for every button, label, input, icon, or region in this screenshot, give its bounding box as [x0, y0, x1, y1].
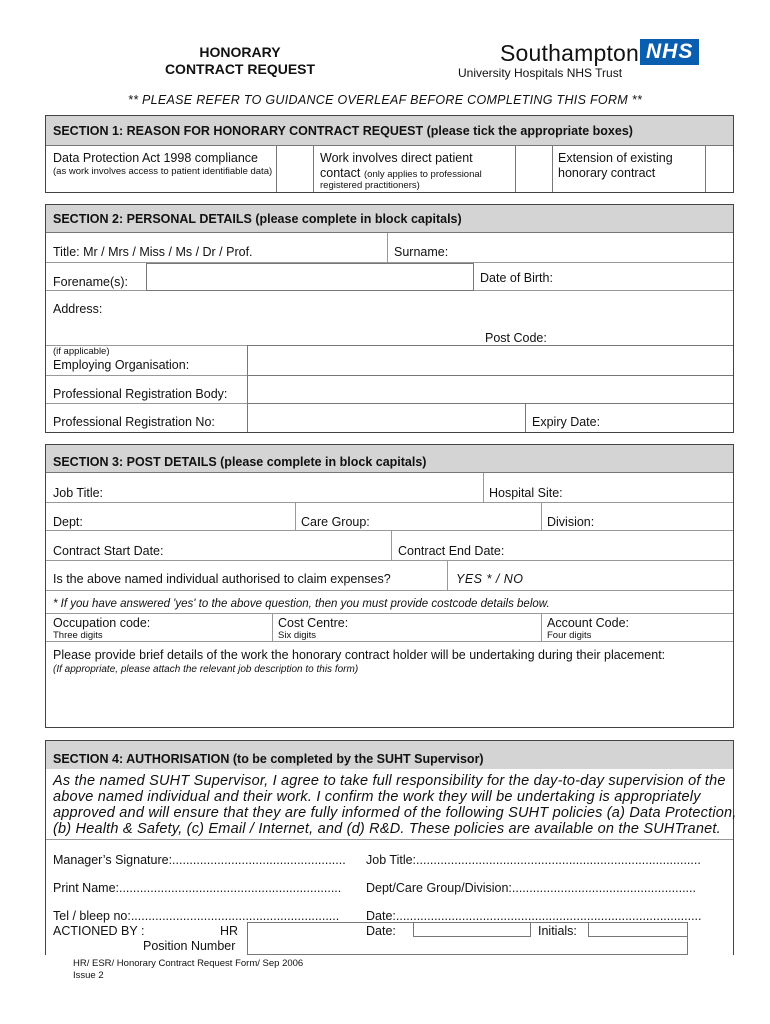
account-label: Account Code: — [547, 616, 629, 630]
opt3-checkbox[interactable] — [705, 146, 733, 192]
opt2-label2: contact — [320, 166, 361, 180]
logo-name: Southampton — [500, 40, 640, 66]
opt2-note: (only applies to professional — [364, 169, 482, 180]
brief-label: Please provide brief details of the work the honorary contract holder will be undertaking during their placement: — [53, 648, 666, 662]
form-title-line1: HONORARY — [199, 44, 281, 60]
footer — [73, 958, 303, 982]
guidance-notice: ** PLEASE REFER TO GUIDANCE OVERLEAF BEFORE COMPLETING THIS FORM ** — [127, 93, 643, 107]
divider — [295, 503, 296, 531]
occupation-label: Occupation code: — [53, 616, 151, 630]
divider — [483, 473, 484, 503]
nhs-badge: NHS — [640, 39, 699, 65]
section-2-heading: SECTION 2: PERSONAL DETAILS (please complete in block capitals) — [46, 205, 733, 233]
divider — [447, 561, 448, 591]
auth-line-3: approved and will ensure that they are fully informed of the following SUHT policies (a) Data Protection, — [53, 805, 737, 821]
auth-line-2: above named individual and their work. I confirm the work they will be undertaking is appropriately — [53, 789, 701, 805]
opt1-checkbox[interactable] — [276, 146, 314, 192]
divider — [541, 503, 542, 531]
account-note: Four digits — [547, 630, 592, 641]
expenses-label: Is the above named individual authorised to claim expenses? — [53, 572, 391, 586]
costcode-note: * If you have answered 'yes' to the above question, then you must provide costcode details below. — [53, 598, 550, 610]
end-date-label: Contract End Date: — [398, 544, 505, 558]
reg-no-label: Professional Registration No: — [53, 415, 215, 429]
opt2-label: Work involves direct patient — [320, 151, 473, 165]
employing-input[interactable] — [247, 345, 733, 376]
job-title-row — [46, 473, 733, 503]
opt1-label: Data Protection Act 1998 compliance — [53, 151, 258, 165]
section-4-heading: SECTION 4: AUTHORISATION (to be completed by the SUHT Supervisor) — [46, 741, 733, 769]
statement-divider — [46, 839, 733, 840]
section-3-heading: SECTION 3: POST DETAILS (please complete in block capitals) — [46, 445, 733, 473]
division-label: Division: — [547, 515, 595, 529]
reg-body-label: Professional Registration Body: — [53, 387, 228, 401]
forename-input[interactable] — [146, 263, 474, 291]
dept-group-field[interactable]: Dept/Care Group/Division:..................................................... — [366, 881, 696, 895]
opt3-label2: honorary contract — [558, 166, 656, 180]
authorisation-statement — [53, 773, 737, 837]
position-number-label: Position Number — [143, 939, 236, 953]
divider — [272, 613, 273, 642]
occupation-note: Three digits — [53, 630, 103, 641]
brief-note: (If appropriate, please attach the relevant job description to this form) — [53, 664, 359, 675]
if-applicable-note: (if applicable) — [53, 346, 110, 357]
nhs-logo — [456, 38, 706, 82]
footer-line1: HR/ ESR/ Honorary Contract Request Form/ Sep 2006 — [73, 958, 304, 969]
opt2-note2: registered practitioners) — [320, 180, 420, 191]
divider — [541, 613, 542, 642]
brief-details-input[interactable] — [46, 677, 732, 725]
actioned-by-label: ACTIONED BY : — [53, 924, 145, 938]
postcode-label: Post Code: — [485, 331, 547, 345]
opt3-label: Extension of existing — [558, 151, 673, 165]
form-title-line2: CONTRACT REQUEST — [164, 61, 316, 77]
logo-trust: University Hospitals NHS Trust — [458, 66, 623, 80]
cost-centre-note: Six digits — [278, 630, 317, 641]
auth-line-1: As the named SUHT Supervisor, I agree to take full responsibility for the day-to-day supervision of the — [53, 773, 726, 789]
job-title-field[interactable]: Job Title:.................................................................................. — [366, 853, 701, 867]
opt2-checkbox[interactable] — [515, 146, 553, 192]
expiry-label: Expiry Date: — [532, 415, 601, 429]
care-group-label: Care Group: — [301, 515, 370, 529]
section-2 — [45, 204, 734, 433]
form-title — [140, 44, 340, 78]
dob-label: Date of Birth: — [480, 271, 553, 285]
dept-label: Dept: — [53, 515, 83, 529]
section-3 — [45, 444, 734, 728]
surname-label: Surname: — [394, 245, 449, 259]
expenses-value[interactable]: YES * / NO — [456, 572, 524, 586]
initials-input[interactable] — [588, 922, 688, 937]
tel-field[interactable]: Tel / bleep no:............................................................ — [53, 909, 340, 923]
dept-row — [46, 503, 733, 531]
hospital-site-label: Hospital Site: — [489, 486, 563, 500]
auth-line-4: (b) Health & Safety, (c) Email / Internet, and (d) R&D. These policies are available on the SUHTranet. — [53, 821, 721, 837]
job-title-label: Job Title: — [53, 486, 104, 500]
address-label: Address: — [53, 302, 103, 316]
date-field[interactable]: Date:........................................................................................ — [366, 909, 702, 923]
footer-line2: Issue 2 — [73, 970, 104, 981]
start-date-label: Contract Start Date: — [53, 544, 164, 558]
date2-label: Date: — [366, 924, 396, 938]
section-1-heading: SECTION 1: REASON FOR HONORARY CONTRACT REQUEST (please tick the appropriate boxes) — [46, 116, 733, 146]
forename-label: Forename(s): — [53, 275, 129, 289]
section-4 — [45, 740, 737, 955]
title-label: Title: Mr / Mrs / Miss / Ms / Dr / Prof. — [53, 245, 253, 259]
date2-input[interactable] — [413, 922, 531, 937]
section-1 — [45, 115, 734, 193]
reg-body-input[interactable] — [247, 376, 733, 404]
hr-label: HR — [220, 924, 239, 938]
opt1-note: (as work involves access to patient identifiable data) — [53, 166, 273, 177]
manager-signature-field[interactable]: Manager’s Signature:.................................................. — [53, 853, 346, 867]
divider — [391, 531, 392, 561]
reg-no-input[interactable] — [247, 404, 526, 432]
employing-label: Employing Organisation: — [53, 358, 190, 372]
print-name-field[interactable]: Print Name:................................................................ — [53, 881, 342, 895]
cost-centre-label: Cost Centre: — [278, 616, 349, 630]
initials-label: Initials: — [538, 924, 577, 938]
divider — [387, 233, 388, 263]
